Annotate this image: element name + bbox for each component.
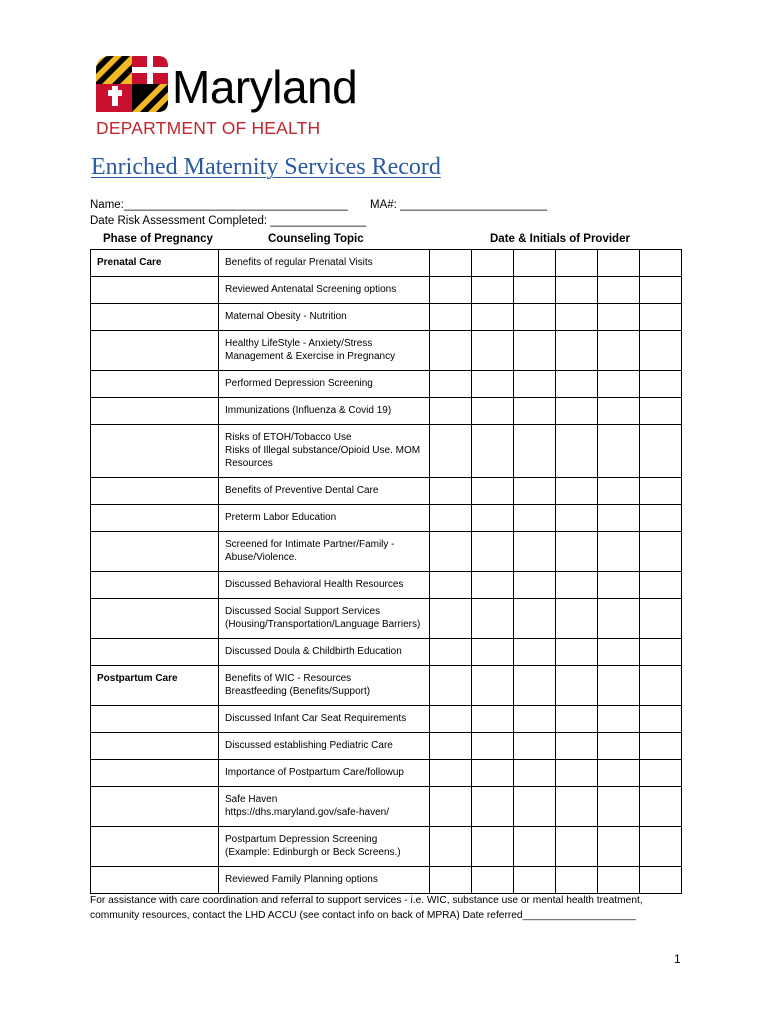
phase-cell (91, 867, 219, 894)
phase-cell (91, 639, 219, 666)
provider-initials-cell[interactable] (514, 331, 556, 371)
provider-initials-cell[interactable] (472, 599, 514, 639)
provider-initials-cell[interactable] (556, 505, 598, 532)
provider-initials-cell[interactable] (472, 760, 514, 787)
provider-initials-cell[interactable] (598, 706, 640, 733)
provider-initials-cell[interactable] (640, 505, 682, 532)
provider-initials-cell[interactable] (514, 425, 556, 478)
provider-initials-cell[interactable] (514, 277, 556, 304)
provider-initials-cell[interactable] (472, 505, 514, 532)
provider-initials-cell[interactable] (640, 425, 682, 478)
provider-initials-cell[interactable] (598, 733, 640, 760)
counseling-topic-cell: Discussed Infant Car Seat Requirements (219, 706, 430, 733)
provider-initials-cell[interactable] (640, 733, 682, 760)
provider-initials-cell[interactable] (640, 666, 682, 706)
provider-initials-cell[interactable] (640, 760, 682, 787)
provider-initials-cell[interactable] (472, 425, 514, 478)
provider-initials-cell[interactable] (472, 706, 514, 733)
provider-initials-cell[interactable] (556, 639, 598, 666)
provider-initials-cell[interactable] (472, 331, 514, 371)
table-row (91, 398, 682, 425)
phase-cell (91, 787, 219, 827)
phase-cell (91, 505, 219, 532)
provider-initials-cell[interactable] (514, 532, 556, 572)
provider-initials-cell[interactable] (640, 398, 682, 425)
phase-cell (91, 733, 219, 760)
provider-initials-cell[interactable] (598, 371, 640, 398)
table-row (91, 505, 682, 532)
name-field[interactable]: Name:___________________________________ (90, 199, 348, 211)
provider-initials-cell[interactable] (640, 250, 682, 277)
table-row (91, 733, 682, 760)
counseling-topic-cell: Risks of ETOH/Tobacco Use Risks of Illegal substance/Opioid Use. MOM Resources (219, 425, 430, 478)
provider-initials-cell[interactable] (556, 706, 598, 733)
phase-cell: Postpartum Care (91, 666, 219, 706)
phase-cell (91, 572, 219, 599)
phase-cell (91, 304, 219, 331)
phase-cell: Prenatal Care (91, 250, 219, 277)
phase-cell (91, 425, 219, 478)
provider-initials-cell[interactable] (430, 277, 472, 304)
page-number: 1 (674, 952, 681, 966)
phase-cell (91, 706, 219, 733)
phase-cell (91, 277, 219, 304)
provider-initials-cell[interactable] (472, 398, 514, 425)
table-row (91, 599, 682, 639)
table-row (91, 532, 682, 572)
provider-initials-cell[interactable] (556, 304, 598, 331)
provider-initials-cell[interactable] (430, 666, 472, 706)
phase-cell (91, 478, 219, 505)
table-row (91, 425, 682, 478)
provider-initials-cell[interactable] (640, 706, 682, 733)
provider-initials-cell[interactable] (598, 639, 640, 666)
provider-initials-cell[interactable] (556, 733, 598, 760)
counseling-topic-cell: Immunizations (Influenza & Covid 19) (219, 398, 430, 425)
provider-initials-cell[interactable] (640, 478, 682, 505)
provider-initials-cell[interactable] (556, 478, 598, 505)
provider-initials-cell[interactable] (472, 787, 514, 827)
table-row (91, 787, 682, 827)
provider-initials-cell[interactable] (556, 371, 598, 398)
provider-initials-cell[interactable] (514, 599, 556, 639)
document-title: Enriched Maternity Services Record (91, 154, 441, 180)
counseling-topic-cell: Discussed Behavioral Health Resources (219, 572, 430, 599)
provider-initials-cell[interactable] (430, 706, 472, 733)
table-row (91, 827, 682, 867)
counseling-topic-cell: Benefits of WIC - Resources Breastfeeding (Benefits/Support) (219, 666, 430, 706)
provider-initials-cell[interactable] (640, 867, 682, 894)
provider-initials-cell[interactable] (598, 760, 640, 787)
column-header-phase: Phase of Pregnancy (103, 233, 213, 245)
provider-initials-cell[interactable] (514, 760, 556, 787)
counseling-topic-cell: Performed Depression Screening (219, 371, 430, 398)
counseling-topic-cell: Reviewed Family Planning options (219, 867, 430, 894)
provider-initials-cell[interactable] (430, 639, 472, 666)
provider-initials-cell[interactable] (556, 867, 598, 894)
provider-initials-cell[interactable] (598, 331, 640, 371)
provider-initials-cell[interactable] (514, 478, 556, 505)
provider-initials-cell[interactable] (430, 505, 472, 532)
provider-initials-cell[interactable] (598, 250, 640, 277)
provider-initials-cell[interactable] (598, 478, 640, 505)
provider-initials-cell[interactable] (556, 250, 598, 277)
provider-initials-cell[interactable] (640, 371, 682, 398)
table-row (91, 706, 682, 733)
provider-initials-cell[interactable] (514, 250, 556, 277)
phase-cell (91, 827, 219, 867)
provider-initials-cell[interactable] (598, 827, 640, 867)
provider-initials-cell[interactable] (640, 331, 682, 371)
provider-initials-cell[interactable] (556, 666, 598, 706)
table-row (91, 250, 682, 277)
column-header-topic: Counseling Topic (268, 233, 364, 245)
table-row (91, 867, 682, 894)
provider-initials-cell[interactable] (556, 599, 598, 639)
provider-initials-cell[interactable] (472, 304, 514, 331)
table-row (91, 331, 682, 371)
provider-initials-cell[interactable] (472, 733, 514, 760)
provider-initials-cell[interactable] (472, 572, 514, 599)
provider-initials-cell[interactable] (556, 277, 598, 304)
provider-initials-cell[interactable] (430, 398, 472, 425)
provider-initials-cell[interactable] (598, 532, 640, 572)
provider-initials-cell[interactable] (640, 304, 682, 331)
provider-initials-cell[interactable] (598, 599, 640, 639)
counseling-topic-cell: Maternal Obesity - Nutrition (219, 304, 430, 331)
provider-initials-cell[interactable] (472, 371, 514, 398)
counseling-topic-cell: Discussed Doula & Childbirth Education (219, 639, 430, 666)
counseling-topic-cell: Safe Haven https://dhs.maryland.gov/safe-haven/ (219, 787, 430, 827)
provider-initials-cell[interactable] (514, 572, 556, 599)
provider-initials-cell[interactable] (556, 572, 598, 599)
table-row (91, 572, 682, 599)
table-row (91, 666, 682, 706)
logo-wordmark: Maryland (172, 61, 358, 113)
provider-initials-cell[interactable] (430, 331, 472, 371)
provider-initials-cell[interactable] (640, 639, 682, 666)
provider-initials-cell[interactable] (556, 532, 598, 572)
counseling-topic-cell: Reviewed Antenatal Screening options (219, 277, 430, 304)
provider-initials-cell[interactable] (598, 787, 640, 827)
maryland-logo (96, 56, 396, 140)
table-row (91, 760, 682, 787)
department-name: DEPARTMENT OF HEALTH (96, 118, 321, 138)
provider-initials-cell[interactable] (514, 867, 556, 894)
counseling-topic-cell: Screened for Intimate Partner/Family - Abuse/Violence. (219, 532, 430, 572)
risk-assessment-date-field[interactable]: Date Risk Assessment Completed: _______________ (90, 215, 367, 227)
provider-initials-cell[interactable] (430, 760, 472, 787)
provider-initials-cell[interactable] (430, 250, 472, 277)
ma-number-field[interactable]: MA#: _______________________ (370, 199, 548, 211)
provider-initials-cell[interactable] (640, 599, 682, 639)
phase-cell (91, 532, 219, 572)
provider-initials-cell[interactable] (430, 425, 472, 478)
provider-initials-cell[interactable] (472, 827, 514, 867)
provider-initials-cell[interactable] (514, 505, 556, 532)
table-row (91, 277, 682, 304)
provider-initials-cell[interactable] (598, 425, 640, 478)
phase-cell (91, 760, 219, 787)
provider-initials-cell[interactable] (514, 733, 556, 760)
table-row (91, 304, 682, 331)
provider-initials-cell[interactable] (430, 787, 472, 827)
counseling-topic-cell: Preterm Labor Education (219, 505, 430, 532)
provider-initials-cell[interactable] (472, 250, 514, 277)
provider-initials-cell[interactable] (430, 867, 472, 894)
provider-initials-cell[interactable] (430, 827, 472, 867)
provider-initials-cell[interactable] (514, 304, 556, 331)
provider-initials-cell[interactable] (514, 371, 556, 398)
provider-initials-cell[interactable] (430, 599, 472, 639)
provider-initials-cell[interactable] (640, 277, 682, 304)
provider-initials-cell[interactable] (430, 478, 472, 505)
counseling-topic-cell: Postpartum Depression Screening (Example: Edinburgh or Beck Screens.) (219, 827, 430, 867)
provider-initials-cell[interactable] (556, 398, 598, 425)
phase-cell (91, 599, 219, 639)
provider-initials-cell[interactable] (640, 572, 682, 599)
provider-initials-cell[interactable] (514, 639, 556, 666)
counseling-topic-cell: Importance of Postpartum Care/followup (219, 760, 430, 787)
provider-initials-cell[interactable] (430, 371, 472, 398)
provider-initials-cell[interactable] (556, 425, 598, 478)
provider-initials-cell[interactable] (598, 304, 640, 331)
table-row (91, 478, 682, 505)
provider-initials-cell[interactable] (598, 867, 640, 894)
provider-initials-cell[interactable] (598, 277, 640, 304)
phase-cell (91, 398, 219, 425)
counseling-topic-cell: Discussed establishing Pediatric Care (219, 733, 430, 760)
counseling-topic-cell: Discussed Social Support Services (Housing/Transportation/Language Barriers) (219, 599, 430, 639)
provider-initials-cell[interactable] (430, 572, 472, 599)
provider-initials-cell[interactable] (556, 827, 598, 867)
provider-initials-cell[interactable] (556, 787, 598, 827)
provider-initials-cell[interactable] (640, 787, 682, 827)
services-record-table (90, 249, 682, 894)
provider-initials-cell[interactable] (430, 304, 472, 331)
counseling-topic-cell: Benefits of Preventive Dental Care (219, 478, 430, 505)
counseling-topic-cell: Benefits of regular Prenatal Visits (219, 250, 430, 277)
assistance-note: For assistance with care coordination and referral to support services - i.e. WIC, substance use or mental health treatment, community resources, contact the LHD ACCU (see contact info on back of MPRA) Date referred____________________ (90, 895, 643, 921)
provider-initials-cell[interactable] (472, 277, 514, 304)
phase-cell (91, 331, 219, 371)
provider-initials-cell[interactable] (430, 733, 472, 760)
provider-initials-cell[interactable] (514, 398, 556, 425)
provider-initials-cell[interactable] (598, 666, 640, 706)
provider-initials-cell[interactable] (640, 532, 682, 572)
table-row (91, 639, 682, 666)
column-header-provider: Date & Initials of Provider (490, 233, 630, 245)
provider-initials-cell[interactable] (514, 666, 556, 706)
provider-initials-cell[interactable] (556, 760, 598, 787)
provider-initials-cell[interactable] (472, 666, 514, 706)
provider-initials-cell[interactable] (514, 706, 556, 733)
phase-cell (91, 371, 219, 398)
provider-initials-cell[interactable] (514, 827, 556, 867)
counseling-topic-cell: Healthy LifeStyle - Anxiety/Stress Management & Exercise in Pregnancy (219, 331, 430, 371)
provider-initials-cell[interactable] (640, 827, 682, 867)
provider-initials-cell[interactable] (472, 867, 514, 894)
provider-initials-cell[interactable] (598, 505, 640, 532)
provider-initials-cell[interactable] (472, 532, 514, 572)
provider-initials-cell[interactable] (598, 572, 640, 599)
provider-initials-cell[interactable] (472, 478, 514, 505)
provider-initials-cell[interactable] (430, 532, 472, 572)
maryland-flag-icon (96, 56, 172, 112)
provider-initials-cell[interactable] (556, 331, 598, 371)
provider-initials-cell[interactable] (514, 787, 556, 827)
provider-initials-cell[interactable] (472, 639, 514, 666)
table-row (91, 371, 682, 398)
provider-initials-cell[interactable] (598, 398, 640, 425)
